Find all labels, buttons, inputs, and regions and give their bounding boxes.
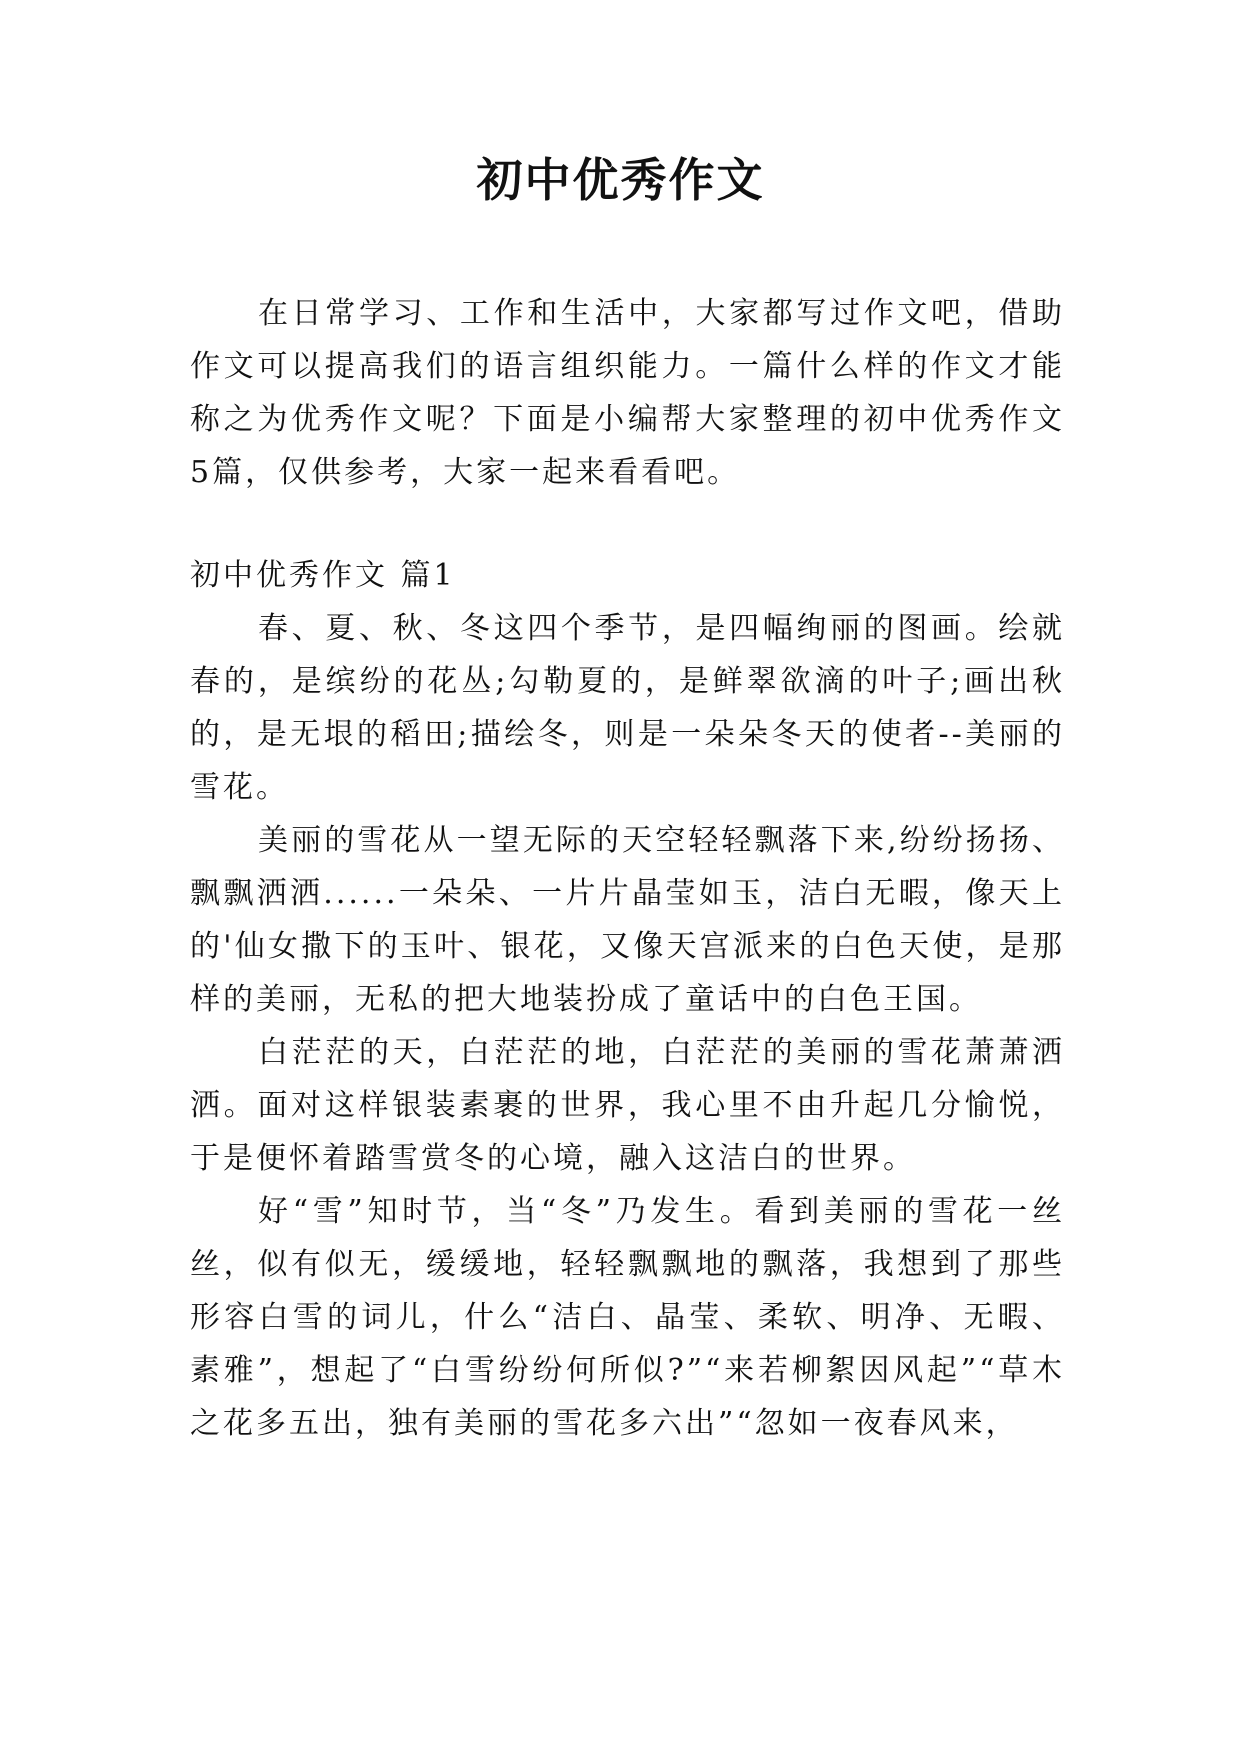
- essay-paragraph-2: 美丽的雪花从一望无际的天空轻轻飘落下来,纷纷扬扬、飘飘洒洒......一朵朵、一片片晶莹如玉，洁白无暇，像天上的'仙女撒下的玉叶、银花，又像天宫派来的白色天使，是那样的美丽，无私的把大地装扮成了童话中的白色王国。: [190, 823, 1065, 1017]
- essay-paragraph-3: 白茫茫的天，白茫茫的地，白茫茫的美丽的雪花萧萧洒洒。面对这样银装素裹的世界，我心里不由升起几分愉悦，于是便怀着踏雪赏冬的心境，融入这洁白的世界。: [190, 1035, 1065, 1176]
- essay-paragraph-4: 好“雪”知时节，当“冬”乃发生。看到美丽的雪花一丝丝，似有似无，缓缓地，轻轻飘飘地的飘落，我想到了那些形容白雪的词儿，什么“洁白、晶莹、柔软、明净、无暇、素雅”，想起了“白雪纷纷何所似?”“来若柳絮因风起”“草木之花多五出，独有美丽的雪花多六出”“忽如一夜春风来，: [190, 1194, 1065, 1441]
- document-title: 初中优秀作文: [476, 153, 765, 207]
- essay-section-1: [190, 549, 1065, 1450]
- intro-paragraph: 在日常学习、工作和生活中，大家都写过作文吧，借助作文可以提高我们的语言组织能力。一篇什么样的作文才能称之为优秀作文呢？下面是小编帮大家整理的初中优秀作文5篇，仅供参考，大家一起来看看吧。: [190, 296, 1065, 490]
- essay-paragraph-1: 春、夏、秋、冬这四个季节，是四幅绚丽的图画。绘就春的，是缤纷的花丛;勾勒夏的，是鲜翠欲滴的叶子;画出秋的，是无垠的稻田;描绘冬，则是一朵朵冬天的使者--美丽的雪花。: [190, 611, 1065, 805]
- section-heading: 初中优秀作文 篇1: [190, 558, 456, 593]
- document-body: [190, 287, 1065, 1450]
